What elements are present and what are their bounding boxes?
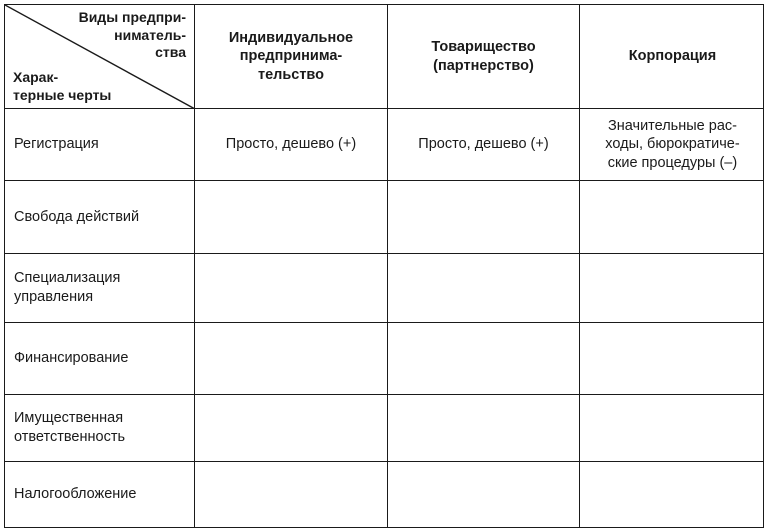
header-row bbox=[5, 5, 763, 109]
cell-financing-partnership[interactable] bbox=[388, 323, 580, 394]
table-row bbox=[5, 254, 763, 323]
cell-taxation-partnership[interactable] bbox=[388, 462, 580, 527]
table-row bbox=[5, 109, 763, 181]
column-header-corporation: Корпорация bbox=[628, 48, 717, 65]
cell-management-corporation[interactable] bbox=[580, 254, 765, 322]
column-header-partnership: Товарищество (партнерство) bbox=[388, 5, 580, 108]
table-row bbox=[5, 462, 763, 527]
cell-financing-individual[interactable] bbox=[195, 323, 388, 394]
row-label-taxation: Налогообложение bbox=[5, 462, 195, 527]
cell-registration-corporation: Значительные рас- ходы, бюрократиче- ские процедуры (–) bbox=[605, 117, 740, 171]
cell-freedom-partnership[interactable] bbox=[388, 181, 580, 253]
corner-bottom-label: Харак- терные черты bbox=[13, 69, 112, 103]
cell-management-individual[interactable] bbox=[195, 254, 388, 322]
row-label-liability: Имущественная ответственность bbox=[5, 395, 195, 461]
corner-top-label: Виды предпри- ниматель- ства bbox=[78, 9, 186, 60]
cell-registration-individual: Просто, дешево (+) bbox=[195, 109, 388, 180]
cell-freedom-individual[interactable] bbox=[195, 181, 388, 253]
cell-registration-partnership: Просто, дешево (+) bbox=[388, 109, 580, 180]
row-label-registration: Регистрация bbox=[5, 109, 195, 180]
cell-taxation-individual[interactable] bbox=[195, 462, 388, 527]
cell-liability-corporation[interactable] bbox=[580, 395, 765, 461]
cell-liability-individual[interactable] bbox=[195, 395, 388, 461]
column-header-individual: Индивидуальное предпринима- тельство bbox=[195, 5, 388, 108]
cell-freedom-corporation[interactable] bbox=[580, 181, 765, 253]
cell-taxation-corporation[interactable] bbox=[580, 462, 765, 527]
characteristics-table bbox=[4, 4, 764, 528]
cell-financing-corporation[interactable] bbox=[580, 323, 765, 394]
row-label-management: Специализация управления bbox=[5, 254, 195, 322]
row-label-financing: Финансирование bbox=[5, 323, 195, 394]
table-row bbox=[5, 323, 763, 395]
table-row bbox=[5, 181, 763, 254]
row-label-freedom: Свобода действий bbox=[5, 181, 195, 253]
cell-management-partnership[interactable] bbox=[388, 254, 580, 322]
cell-liability-partnership[interactable] bbox=[388, 395, 580, 461]
corner-header-cell bbox=[5, 5, 195, 108]
table-row bbox=[5, 395, 763, 462]
